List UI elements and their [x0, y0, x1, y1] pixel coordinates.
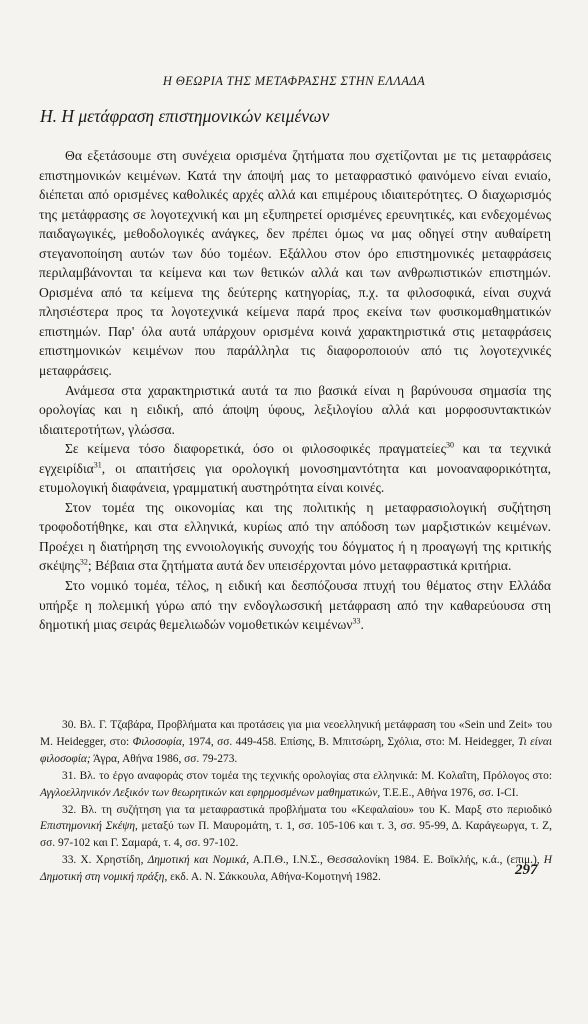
paragraph-5: Στο νομικό τομέα, τέλος, η ειδική και δεσπόζουσα πτυχή του θέματος στην Ελλάδα υπήρξε η πολεμική γύρω από την ενδογλωσσική μετάφραση από την καθαρεύουσα στη δημοτική μιας σειράς θεμελιωδών νομοθετικών κειμένων$^{33}$.	[39, 578, 551, 633]
footnote-ref-33[interactable]: 33	[352, 616, 361, 626]
footnote-ref-32[interactable]: 32	[79, 557, 88, 567]
footnote-31: 31. Βλ. το έργο αναφοράς στον τομέα της τεχνικής ορολογίας στα ελληνικά: Μ. Κολαΐτη, Πρόλογος στο: Αγγλοελληνικόν Λεξικόν των θεωρητικών και εφηρμοσμένων μαθηματικών, Τ.Ε.Ε., Αθήνα 1976, σσ. I-CI.	[40, 769, 552, 799]
footnotes	[40, 717, 552, 886]
paragraph-3: Σε κείμενα τόσο διαφορετικά, όσο οι φιλοσοφικές πραγματείες$^{30}$ και τα τεχνικά εγχειρίδια$^{31}$, οι απαιτήσεις για ορολογική μονοσημαντότητα και μονοαναφορικότητα, ετυμολογική διαφάνεια, γραμματική αυστηρότητα είναι κοινές.	[39, 440, 552, 496]
page-number: 297	[515, 862, 538, 878]
body-text	[39, 146, 551, 635]
paragraph-2: Ανάμεσα στα χαρακτηριστικά αυτά τα πιο βασικά είναι η βαρύνουσα σημασία της ορολογίας και η ειδική, από άποψη ύφους, λεξιλογίου αλλά και μορφοσυντακτικών ιδιαιτεροτήτων, γλώσσα.	[39, 382, 551, 437]
section-title: Η. Η μετάφραση επιστημονικών κειμένων	[40, 106, 330, 126]
footnote-ref-31[interactable]: 31	[93, 460, 102, 470]
paragraph-4: Στον τομέα της οικονομίας και της πολιτικής η μεταφρασιολογική συζήτηση τροφοδοτήθηκε, και στα ελληνικά, κυρίως από την απόδοση των μαρξιστικών κειμένων. Προέχει η διατήρηση της εννοιολογικής συνοχής του δόγματος ή η προαγωγή της κριτικής σκέψης$^{32}$; Βέβαια στα ζητήματα αυτά δεν υπεισέρχονται μόνο μεταφραστικά κριτήρια.	[39, 499, 551, 574]
running-header: Η ΘΕΩΡΙΑ ΤΗΣ ΜΕΤΑΦΡΑΣΗΣ ΣΤΗΝ ΕΛΛΑΔΑ	[162, 74, 426, 88]
paragraph-1: Θα εξετάσουμε στη συνέχεια ορισμένα ζητήματα που σχετίζονται με τις μεταφράσεις επιστημονικών κειμένων. Κατά την άποψή μας το μεταφραστικό φαινόμενο είναι ενιαίο, διέπεται από ορισμένες καθολικές αρχές αλλά και επιμέρους ιδιαιτερότητες. Ο διαχωρισμός της μετάφρασης σε λογοτεχνική και μη εξυπηρετεί ορισμένες ερευνητικές, και ενδεχομένως παιδαγωγικές, μεθοδολογικές ανάγκες, δεν πρέπει όμως να μας οδηγεί στην αυθαίρετη στεγανοποίηση αυτών των δύο τομέων. Εξάλλου στον όρο επιστημονικές μεταφράσεις περιλαμβάνονται τα κείμενα και των θετικών αλλά και των ανθρωπιστικών επιστημών. Ορισμένα από τα κείμενα της δεύτερης κατηγορίας, π.χ. τα φιλοσοφικά, είναι συχνά πλησιέστερα προς τα λογοτεχνικά κείμενα παρά προς εκείνα των φυσικομαθηματικών επιστημών. Παρ' όλα αυτά υπάρχουν ορισμένα κοινά χαρακτηριστικά στις μεταφράσεις επιστημονικών κειμένων που παράλληλα τις διαφοροποιούν από τις λογοτεχνικές μεταφράσεις.	[39, 148, 551, 379]
footnote-30: 30. Βλ. Γ. Τζαβάρα, Προβλήματα και προτάσεις για μια νεοελληνική μετάφραση του «Sein und Zeit» του M. Heidegger, στο: Φιλοσοφία, 1974, σσ. 449-458. Επίσης, Β. Μπιτσώρη, Σχόλια, στο: M. Heidegger, Τι είναι φιλοσοφία; Άγρα, Αθήνα 1986, σσ. 79-273.	[40, 719, 552, 765]
footnote-33: 33. Χ. Χρηστίδη, Δημοτική και Νομικά, Α.Π.Θ., Ι.Ν.Σ., Θεσσαλονίκη 1984. Ε. Βοϊκλής, κ.ά., (επιμ.), Η Δημοτική στη νομική πράξη, εκδ. Α. Ν. Σάκκουλα, Αθήνα-Κομοτηνή 1982.	[40, 854, 552, 884]
footnote-32: 32. Βλ. τη συζήτηση για τα μεταφραστικά προβλήματα του «Κεφαλαίου» του Κ. Μαρξ στο περιοδικό Επιστημονική Σκέψη, μεταξύ των Π. Μαυρομάτη, τ. 1, σσ. 105-106 και τ. 3, σσ. 95-99, Δ. Καράγεωργα, τ. Ζ, σσ. 97-102 και Γ. Σαμαρά, τ. 4, σσ. 97-102.	[40, 803, 552, 850]
footnote-ref-30[interactable]: 30	[445, 440, 454, 450]
